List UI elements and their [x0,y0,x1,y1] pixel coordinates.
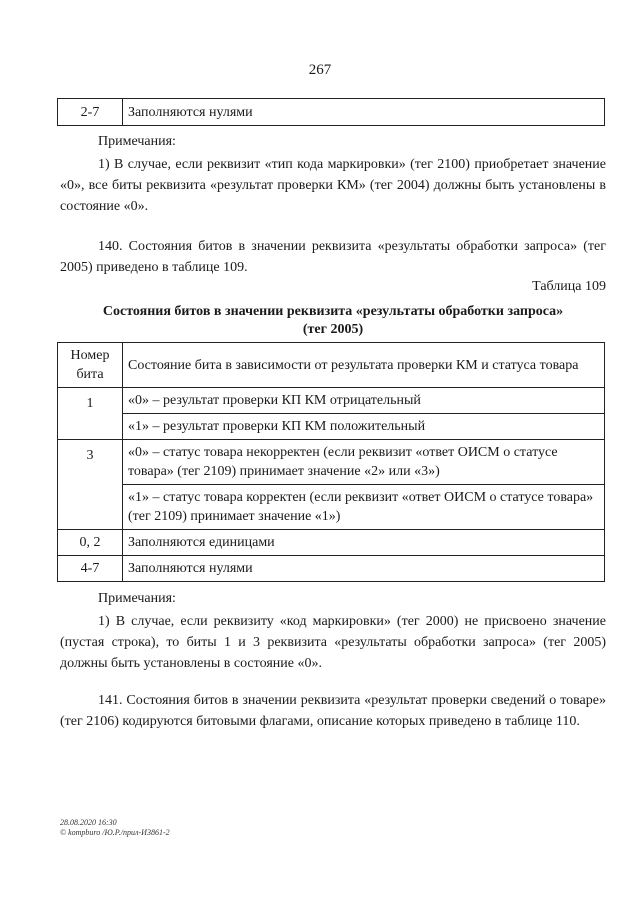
table-row [58,414,605,440]
table-row [58,556,605,582]
paragraph-141: 141. Состояния битов в значении реквизита «результат проверки сведений о товаре» (тег 2106) кодируются битовыми флагами, описание которых приведено в таблице 110. [60,693,606,729]
table-label: Таблица 109 [532,279,606,294]
paragraph-140: 140. Состояния битов в значении реквизита «результаты обработки запроса» (тег 2005) приведено в таблице 109. [60,239,606,275]
bit-states-table [57,342,605,582]
bit-state-cell: Заполняются нулями [123,99,605,126]
bit-number-cell: 2-7 [58,99,123,126]
table-row [58,388,605,414]
bit-state-cell: «1» – статус товара корректен (если реквизит «ответ ОИСМ о статусе товара» (тег 2109) принимает значение «1») [123,485,605,530]
footer-timestamp: 28.08.2020 16:30 [60,818,117,827]
bit-number-cell: 0, 2 [58,530,123,556]
header-bit-number: Номер бита [58,343,123,388]
bit-number-cell: 4-7 [58,556,123,582]
table-row [58,530,605,556]
header-bit-state: Состояние бита в зависимости от результата проверки КМ и статуса товара [123,343,605,388]
document-footer [60,818,170,838]
note-text: 1) В случае, если реквизит «тип кода маркировки» (тег 2100) приобретает значение «0», все биты реквизита «результат проверки КМ» (тег 2004) должны быть установлены в состояние «0». [60,157,606,214]
table-header-row [58,343,605,388]
continuation-table [57,98,605,126]
footer-file-ref: © kompburo /Ю.Р./прил-И3861-2 [60,828,170,837]
table-row [58,99,605,126]
bit-state-cell: «0» – статус товара некорректен (если реквизит «ответ ОИСМ о статусе товара» (тег 2109) принимает значение «2» или «3») [123,440,605,485]
bit-state-cell: Заполняются единицами [123,530,605,556]
bit-state-cell: «1» – результат проверки КП КМ положительный [123,414,605,440]
bit-state-cell: Заполняются нулями [123,556,605,582]
note-text: 1) В случае, если реквизиту «код маркировки» (тег 2000) не присвоено значение (пустая строка), то биты 1 и 3 реквизита «результаты обработки запроса» (тег 2005) должны быть установлены в состояние «0». [60,614,606,671]
table-title-line: Состояния битов в значении реквизита «результаты обработки запроса» [102,304,564,319]
table-row [58,440,605,485]
bit-number-cell: 1 [58,388,123,440]
bit-state-cell: «0» – результат проверки КП КМ отрицательный [123,388,605,414]
table-title-line: (тег 2005) [302,322,364,337]
notes-title: Примечания: [98,591,176,606]
page-number: 267 [308,62,332,78]
table-title [60,303,606,339]
table-row [58,485,605,530]
bit-number-cell: 3 [58,440,123,530]
notes-title: Примечания: [98,134,176,149]
